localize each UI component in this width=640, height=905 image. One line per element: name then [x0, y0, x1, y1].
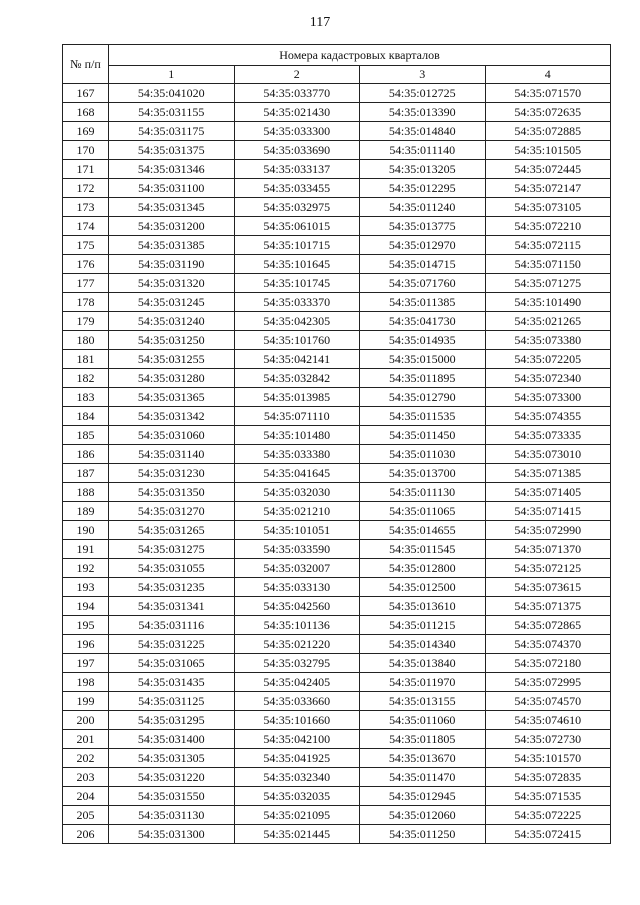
- cadastral-number-cell: 54:35:073380: [485, 331, 611, 350]
- cadastral-number-cell: 54:35:072180: [485, 654, 611, 673]
- cadastral-number-cell: 54:35:013155: [360, 692, 486, 711]
- cadastral-number-cell: 54:35:013670: [360, 749, 486, 768]
- cadastral-number-cell: 54:35:031245: [109, 293, 235, 312]
- number-column-header: № п/п: [63, 45, 109, 84]
- row-number-cell: 193: [63, 578, 109, 597]
- cadastral-number-cell: 54:35:031130: [109, 806, 235, 825]
- cadastral-number-cell: 54:35:072115: [485, 236, 611, 255]
- row-number-cell: 173: [63, 198, 109, 217]
- cadastral-number-cell: 54:35:031240: [109, 312, 235, 331]
- cadastral-number-cell: 54:35:072635: [485, 103, 611, 122]
- row-number-cell: 172: [63, 179, 109, 198]
- cadastral-number-cell: 54:35:011895: [360, 369, 486, 388]
- cadastral-number-cell: 54:35:101505: [485, 141, 611, 160]
- row-number-cell: 174: [63, 217, 109, 236]
- table-row: [63, 293, 611, 312]
- cadastral-number-cell: 54:35:031342: [109, 407, 235, 426]
- column-index: 1: [109, 66, 235, 84]
- table-row: [63, 426, 611, 445]
- column-index-row: [63, 66, 611, 84]
- cadastral-number-cell: 54:35:012970: [360, 236, 486, 255]
- cadastral-number-cell: 54:35:011805: [360, 730, 486, 749]
- cadastral-number-cell: 54:35:071150: [485, 255, 611, 274]
- cadastral-number-cell: 54:35:071110: [234, 407, 360, 426]
- table-row: [63, 312, 611, 331]
- cadastral-number-cell: 54:35:031140: [109, 445, 235, 464]
- cadastral-number-cell: 54:35:011240: [360, 198, 486, 217]
- table-row: [63, 502, 611, 521]
- cadastral-number-cell: 54:35:072147: [485, 179, 611, 198]
- cadastral-number-cell: 54:35:073300: [485, 388, 611, 407]
- cadastral-number-cell: 54:35:031190: [109, 255, 235, 274]
- cadastral-number-cell: 54:35:101136: [234, 616, 360, 635]
- table-row: [63, 407, 611, 426]
- cadastral-number-cell: 54:35:101660: [234, 711, 360, 730]
- cadastral-number-cell: 54:35:021220: [234, 635, 360, 654]
- row-number-cell: 201: [63, 730, 109, 749]
- row-number-cell: 179: [63, 312, 109, 331]
- cadastral-number-cell: 54:35:031220: [109, 768, 235, 787]
- table-row: [63, 483, 611, 502]
- cadastral-number-cell: 54:35:021095: [234, 806, 360, 825]
- cadastral-number-cell: 54:35:072835: [485, 768, 611, 787]
- cadastral-number-cell: 54:35:021430: [234, 103, 360, 122]
- cadastral-number-cell: 54:35:014715: [360, 255, 486, 274]
- cadastral-number-cell: 54:35:072990: [485, 521, 611, 540]
- table-row: [63, 331, 611, 350]
- cadastral-number-cell: 54:35:031060: [109, 426, 235, 445]
- cadastral-number-cell: 54:35:012725: [360, 84, 486, 103]
- cadastral-number-cell: 54:35:031230: [109, 464, 235, 483]
- cadastral-number-cell: 54:35:021445: [234, 825, 360, 844]
- cadastral-number-cell: 54:35:031375: [109, 141, 235, 160]
- table-row: [63, 787, 611, 806]
- row-number-cell: 198: [63, 673, 109, 692]
- table-row: [63, 540, 611, 559]
- cadastral-number-cell: 54:35:041020: [109, 84, 235, 103]
- row-number-cell: 205: [63, 806, 109, 825]
- cadastral-number-cell: 54:35:033137: [234, 160, 360, 179]
- cadastral-number-cell: 54:35:031550: [109, 787, 235, 806]
- cadastral-number-cell: 54:35:073105: [485, 198, 611, 217]
- row-number-cell: 169: [63, 122, 109, 141]
- row-number-cell: 197: [63, 654, 109, 673]
- row-number-cell: 188: [63, 483, 109, 502]
- cadastral-number-cell: 54:35:014655: [360, 521, 486, 540]
- cadastral-number-cell: 54:35:021265: [485, 312, 611, 331]
- cadastral-number-cell: 54:35:011470: [360, 768, 486, 787]
- cadastral-number-cell: 54:35:031270: [109, 502, 235, 521]
- cadastral-number-cell: 54:35:032035: [234, 787, 360, 806]
- cadastral-number-cell: 54:35:042405: [234, 673, 360, 692]
- row-number-cell: 184: [63, 407, 109, 426]
- cadastral-number-cell: 54:35:033380: [234, 445, 360, 464]
- cadastral-number-cell: 54:35:011535: [360, 407, 486, 426]
- column-index: 4: [485, 66, 611, 84]
- cadastral-number-cell: 54:35:101490: [485, 293, 611, 312]
- cadastral-number-cell: 54:35:031400: [109, 730, 235, 749]
- cadastral-number-cell: 54:35:033370: [234, 293, 360, 312]
- cadastral-number-cell: 54:35:101570: [485, 749, 611, 768]
- cadastral-number-cell: 54:35:101760: [234, 331, 360, 350]
- table-row: [63, 806, 611, 825]
- cadastral-number-cell: 54:35:071275: [485, 274, 611, 293]
- cadastral-number-cell: 54:35:011065: [360, 502, 486, 521]
- table-row: [63, 464, 611, 483]
- row-number-cell: 182: [63, 369, 109, 388]
- table-row: [63, 692, 611, 711]
- table-row: [63, 122, 611, 141]
- cadastral-number-cell: 54:35:033455: [234, 179, 360, 198]
- row-number-cell: 204: [63, 787, 109, 806]
- table-row: [63, 597, 611, 616]
- table-row: [63, 616, 611, 635]
- cadastral-number-cell: 54:35:031295: [109, 711, 235, 730]
- table-row: [63, 654, 611, 673]
- cadastral-number-cell: 54:35:031365: [109, 388, 235, 407]
- table-row: [63, 445, 611, 464]
- cadastral-number-cell: 54:35:011140: [360, 141, 486, 160]
- cadastral-number-cell: 54:35:031345: [109, 198, 235, 217]
- cadastral-number-cell: 54:35:073615: [485, 578, 611, 597]
- column-index: 2: [234, 66, 360, 84]
- cadastral-number-cell: 54:35:042560: [234, 597, 360, 616]
- table-row: [63, 84, 611, 103]
- cadastral-number-cell: 54:35:013985: [234, 388, 360, 407]
- cadastral-number-cell: 54:35:072210: [485, 217, 611, 236]
- cadastral-number-cell: 54:35:033770: [234, 84, 360, 103]
- cadastral-number-cell: 54:35:011250: [360, 825, 486, 844]
- cadastral-number-cell: 54:35:015000: [360, 350, 486, 369]
- table-row: [63, 179, 611, 198]
- cadastral-number-cell: 54:35:031280: [109, 369, 235, 388]
- cadastral-number-cell: 54:35:031235: [109, 578, 235, 597]
- cadastral-quarters-table: [62, 44, 611, 844]
- cadastral-number-cell: 54:35:011450: [360, 426, 486, 445]
- cadastral-number-cell: 54:35:011060: [360, 711, 486, 730]
- cadastral-number-cell: 54:35:031225: [109, 635, 235, 654]
- cadastral-number-cell: 54:35:011385: [360, 293, 486, 312]
- cadastral-number-cell: 54:35:032007: [234, 559, 360, 578]
- cadastral-number-cell: 54:35:031125: [109, 692, 235, 711]
- cadastral-number-cell: 54:35:012500: [360, 578, 486, 597]
- table-row: [63, 559, 611, 578]
- cadastral-number-cell: 54:35:101715: [234, 236, 360, 255]
- cadastral-number-cell: 54:35:011545: [360, 540, 486, 559]
- cadastral-number-cell: 54:35:071415: [485, 502, 611, 521]
- table-row: [63, 825, 611, 844]
- cadastral-number-cell: 54:35:012800: [360, 559, 486, 578]
- row-number-cell: 187: [63, 464, 109, 483]
- cadastral-number-cell: 54:35:101051: [234, 521, 360, 540]
- cadastral-number-cell: 54:35:073010: [485, 445, 611, 464]
- cadastral-number-cell: 54:35:042100: [234, 730, 360, 749]
- table-header-row: [63, 45, 611, 66]
- table-row: [63, 217, 611, 236]
- cadastral-number-cell: 54:35:031250: [109, 331, 235, 350]
- table-row: [63, 521, 611, 540]
- cadastral-number-cell: 54:35:031435: [109, 673, 235, 692]
- cadastral-number-cell: 54:35:031346: [109, 160, 235, 179]
- cadastral-number-cell: 54:35:033690: [234, 141, 360, 160]
- table-row: [63, 274, 611, 293]
- row-number-cell: 196: [63, 635, 109, 654]
- row-number-cell: 175: [63, 236, 109, 255]
- cadastral-number-cell: 54:35:071570: [485, 84, 611, 103]
- cadastral-number-cell: 54:35:101745: [234, 274, 360, 293]
- cadastral-number-cell: 54:35:014935: [360, 331, 486, 350]
- cadastral-number-cell: 54:35:031341: [109, 597, 235, 616]
- cadastral-number-cell: 54:35:101645: [234, 255, 360, 274]
- cadastral-number-cell: 54:35:072885: [485, 122, 611, 141]
- cadastral-number-cell: 54:35:011030: [360, 445, 486, 464]
- cadastral-number-cell: 54:35:074610: [485, 711, 611, 730]
- table-row: [63, 369, 611, 388]
- table-row: [63, 141, 611, 160]
- cadastral-number-cell: 54:35:012945: [360, 787, 486, 806]
- cadastral-number-cell: 54:35:031320: [109, 274, 235, 293]
- cadastral-number-cell: 54:35:074570: [485, 692, 611, 711]
- cadastral-number-cell: 54:35:071535: [485, 787, 611, 806]
- cadastral-number-cell: 54:35:031200: [109, 217, 235, 236]
- cadastral-number-cell: 54:35:061015: [234, 217, 360, 236]
- cadastral-number-cell: 54:35:032340: [234, 768, 360, 787]
- table-row: [63, 768, 611, 787]
- cadastral-number-cell: 54:35:072125: [485, 559, 611, 578]
- cadastral-number-cell: 54:35:033300: [234, 122, 360, 141]
- cadastral-number-cell: 54:35:041645: [234, 464, 360, 483]
- table-row: [63, 711, 611, 730]
- cadastral-number-cell: 54:35:013610: [360, 597, 486, 616]
- cadastral-number-cell: 54:35:032842: [234, 369, 360, 388]
- row-number-cell: 183: [63, 388, 109, 407]
- cadastral-number-cell: 54:35:074370: [485, 635, 611, 654]
- table-body: [63, 84, 611, 844]
- cadastral-number-cell: 54:35:032030: [234, 483, 360, 502]
- cadastral-number-cell: 54:35:071760: [360, 274, 486, 293]
- cadastral-number-cell: 54:35:032975: [234, 198, 360, 217]
- cadastral-number-cell: 54:35:031275: [109, 540, 235, 559]
- row-number-cell: 200: [63, 711, 109, 730]
- row-number-cell: 181: [63, 350, 109, 369]
- cadastral-number-cell: 54:35:011970: [360, 673, 486, 692]
- cadastral-number-cell: 54:35:013700: [360, 464, 486, 483]
- cadastral-number-cell: 54:35:071375: [485, 597, 611, 616]
- row-number-cell: 177: [63, 274, 109, 293]
- cadastral-number-cell: 54:35:042141: [234, 350, 360, 369]
- cadastral-number-cell: 54:35:013205: [360, 160, 486, 179]
- row-number-cell: 199: [63, 692, 109, 711]
- table-row: [63, 635, 611, 654]
- cadastral-number-cell: 54:35:033130: [234, 578, 360, 597]
- cadastral-number-cell: 54:35:031255: [109, 350, 235, 369]
- cadastral-number-cell: 54:35:072225: [485, 806, 611, 825]
- cadastral-number-cell: 54:35:013840: [360, 654, 486, 673]
- row-number-cell: 176: [63, 255, 109, 274]
- table-row: [63, 103, 611, 122]
- cadastral-number-cell: 54:35:073335: [485, 426, 611, 445]
- cadastral-number-cell: 54:35:031350: [109, 483, 235, 502]
- table-row: [63, 198, 611, 217]
- table-row: [63, 749, 611, 768]
- cadastral-number-cell: 54:35:101480: [234, 426, 360, 445]
- cadastral-number-cell: 54:35:031116: [109, 616, 235, 635]
- cadastral-number-cell: 54:35:011130: [360, 483, 486, 502]
- row-number-cell: 190: [63, 521, 109, 540]
- cadastral-number-cell: 54:35:071370: [485, 540, 611, 559]
- table-row: [63, 578, 611, 597]
- cadastral-numbers-header: Номера кадастровых кварталов: [109, 45, 611, 66]
- cadastral-number-cell: 54:35:014340: [360, 635, 486, 654]
- row-number-cell: 167: [63, 84, 109, 103]
- cadastral-number-cell: 54:35:033590: [234, 540, 360, 559]
- cadastral-number-cell: 54:35:032795: [234, 654, 360, 673]
- cadastral-number-cell: 54:35:031300: [109, 825, 235, 844]
- cadastral-number-cell: 54:35:012060: [360, 806, 486, 825]
- table-row: [63, 160, 611, 179]
- cadastral-number-cell: 54:35:012790: [360, 388, 486, 407]
- table-row: [63, 673, 611, 692]
- row-number-cell: 202: [63, 749, 109, 768]
- cadastral-number-cell: 54:35:031305: [109, 749, 235, 768]
- row-number-cell: 189: [63, 502, 109, 521]
- cadastral-number-cell: 54:35:072730: [485, 730, 611, 749]
- cadastral-number-cell: 54:35:013775: [360, 217, 486, 236]
- table-row: [63, 350, 611, 369]
- cadastral-number-cell: 54:35:014840: [360, 122, 486, 141]
- cadastral-number-cell: 54:35:021210: [234, 502, 360, 521]
- cadastral-number-cell: 54:35:072865: [485, 616, 611, 635]
- row-number-cell: 192: [63, 559, 109, 578]
- cadastral-number-cell: 54:35:072995: [485, 673, 611, 692]
- row-number-cell: 170: [63, 141, 109, 160]
- cadastral-number-cell: 54:35:031055: [109, 559, 235, 578]
- cadastral-number-cell: 54:35:072415: [485, 825, 611, 844]
- cadastral-number-cell: 54:35:074355: [485, 407, 611, 426]
- row-number-cell: 203: [63, 768, 109, 787]
- row-number-cell: 171: [63, 160, 109, 179]
- cadastral-number-cell: 54:35:072205: [485, 350, 611, 369]
- cadastral-number-cell: 54:35:072340: [485, 369, 611, 388]
- cadastral-number-cell: 54:35:031155: [109, 103, 235, 122]
- row-number-cell: 180: [63, 331, 109, 350]
- row-number-cell: 206: [63, 825, 109, 844]
- cadastral-number-cell: 54:35:012295: [360, 179, 486, 198]
- cadastral-number-cell: 54:35:072445: [485, 160, 611, 179]
- row-number-cell: 191: [63, 540, 109, 559]
- row-number-cell: 178: [63, 293, 109, 312]
- cadastral-number-cell: 54:35:042305: [234, 312, 360, 331]
- cadastral-number-cell: 54:35:071385: [485, 464, 611, 483]
- row-number-cell: 186: [63, 445, 109, 464]
- cadastral-number-cell: 54:35:031385: [109, 236, 235, 255]
- table-row: [63, 388, 611, 407]
- cadastral-number-cell: 54:35:071405: [485, 483, 611, 502]
- cadastral-number-cell: 54:35:031265: [109, 521, 235, 540]
- table-row: [63, 236, 611, 255]
- cadastral-number-cell: 54:35:011215: [360, 616, 486, 635]
- row-number-cell: 185: [63, 426, 109, 445]
- row-number-cell: 194: [63, 597, 109, 616]
- cadastral-number-cell: 54:35:013390: [360, 103, 486, 122]
- cadastral-number-cell: 54:35:031175: [109, 122, 235, 141]
- column-index: 3: [360, 66, 486, 84]
- cadastral-number-cell: 54:35:031065: [109, 654, 235, 673]
- page-number: 117: [309, 15, 331, 30]
- row-number-cell: 168: [63, 103, 109, 122]
- cadastral-number-cell: 54:35:031100: [109, 179, 235, 198]
- row-number-cell: 195: [63, 616, 109, 635]
- cadastral-number-cell: 54:35:033660: [234, 692, 360, 711]
- table-row: [63, 255, 611, 274]
- table-row: [63, 730, 611, 749]
- cadastral-number-cell: 54:35:041730: [360, 312, 486, 331]
- cadastral-number-cell: 54:35:041925: [234, 749, 360, 768]
